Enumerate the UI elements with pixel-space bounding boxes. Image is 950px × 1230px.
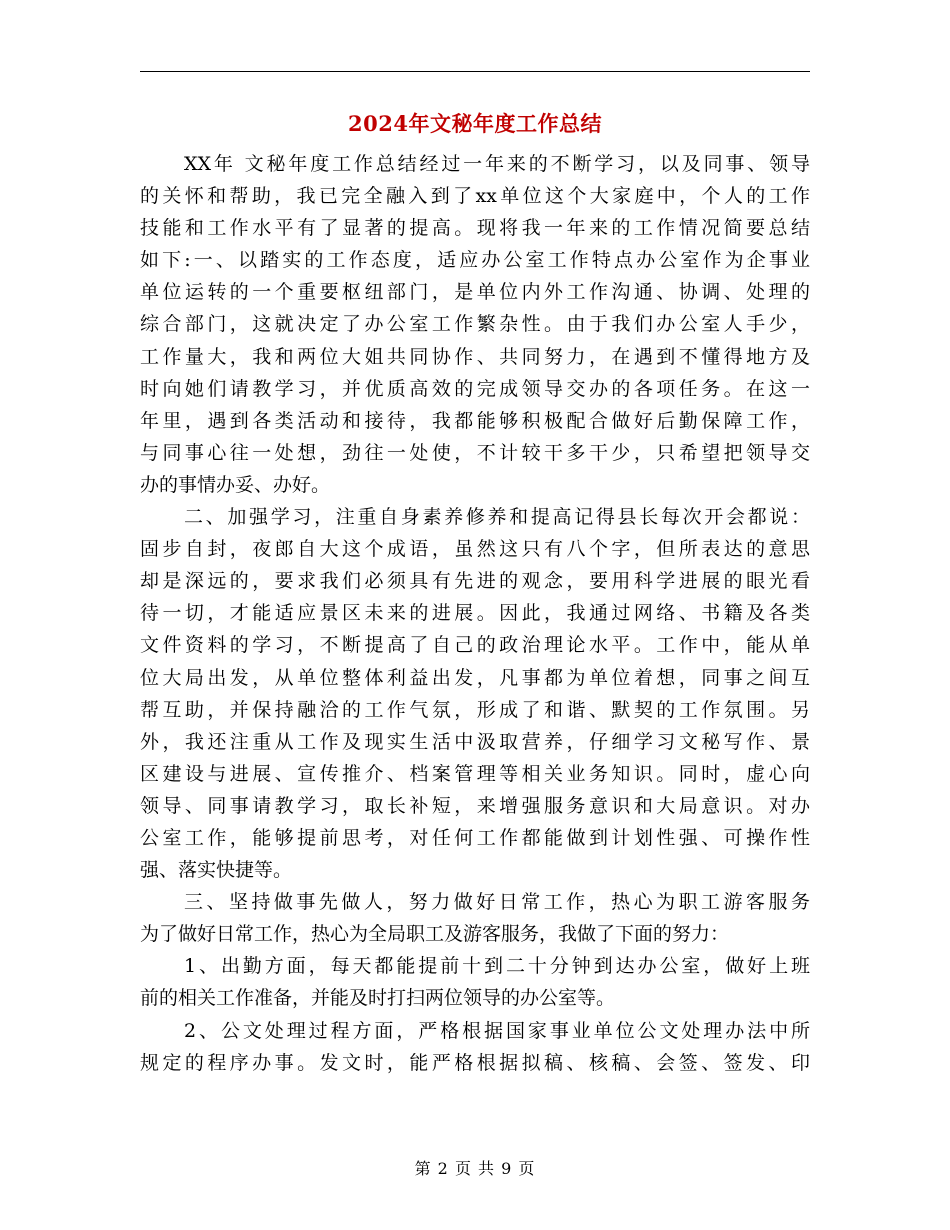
text-line: 年里，遇到各类活动和接待，我都能够积极配合做好后勤保障工作，	[140, 409, 810, 432]
text-line: 前的相关工作准备，并能及时打扫两位领导的办公室等。	[140, 987, 616, 1010]
text-line: 2、公文处理过程方面，严格根据国家事业单位公文处理办法中所	[184, 1019, 810, 1042]
text-line: 综合部门，这就决定了办公室工作繁杂性。由于我们办公室人手少，	[140, 313, 810, 336]
text-line: 如下:一、以踏实的工作态度，适应办公室工作特点办公室作为企事业	[140, 249, 810, 272]
text-line: 单位运转的一个重要枢纽部门，是单位内外工作沟通、协调、处理的	[140, 281, 810, 304]
text-line: 公室工作，能够提前思考，对任何工作都能做到计划性强、可操作性	[140, 826, 810, 849]
text-line: 规定的程序办事。发文时，能严格根据拟稿、核稿、会签、签发、印	[140, 1051, 810, 1074]
text-line: 技能和工作水平有了显著的提高。现将我一年来的工作情况简要总结	[140, 217, 810, 240]
text-line: 领导、同事请教学习，取长补短，来增强服务意识和大局意识。对办	[140, 794, 810, 817]
text-line: 位大局出发，从单位整体利益出发，凡事都为单位着想，同事之间互	[140, 666, 810, 689]
text-line: 与同事心往一处想，劲往一处使，不计较干多干少，只希望把领导交	[140, 441, 810, 464]
text-line: 时向她们请教学习，并优质高效的完成领导交办的各项任务。在这一	[140, 377, 810, 400]
text-line: 办的事情办妥、办好。	[140, 473, 331, 496]
text-line: 二、加强学习，注重自身素养修养和提高记得县长每次开会都说：	[184, 506, 810, 529]
text-line: XX年 文秘年度工作总结经过一年来的不断学习，以及同事、领导	[184, 153, 810, 175]
text-line: 外，我还注重从工作及现实生活中汲取营养，仔细学习文秘写作、景	[140, 730, 810, 753]
document-body	[140, 148, 810, 1079]
text-line: 文件资料的学习，不断提高了自己的政治理论水平。工作中，能从单	[140, 634, 810, 657]
text-line: 1、出勤方面，每天都能提前十到二十分钟到达办公室，做好上班	[184, 955, 810, 978]
text-line: 三、坚持做事先做人，努力做好日常工作，热心为职工游客服务	[184, 891, 810, 914]
header-rule	[140, 71, 810, 72]
text-line: 区建设与进展、宣传推介、档案管理等相关业务知识。同时，虚心向	[140, 762, 810, 785]
text-line: 却是深远的，要求我们必须具有先进的观念，要用科学进展的眼光看	[140, 570, 810, 593]
text-line: 的关怀和帮助，我已完全融入到了xx单位这个大家庭中，个人的工作	[140, 185, 810, 208]
page-footer: 第 2 页 共 9 页	[414, 1159, 536, 1178]
text-line: 为了做好日常工作，热心为全局职工及游客服务，我做了下面的努力：	[140, 923, 730, 946]
text-line: 工作量大，我和两位大姐共同协作、共同努力，在遇到不懂得地方及	[140, 345, 810, 368]
text-line: 固步自封，夜郎自大这个成语，虽然这只有八个字，但所表达的意思	[140, 538, 810, 561]
text-line: 待一切，才能适应景区未来的进展。因此，我通过网络、书籍及各类	[140, 602, 810, 625]
text-line: 帮互助，并保持融洽的工作气氛，形成了和谐、默契的工作氛围。另	[140, 698, 810, 721]
text-line: 强、落实快捷等。	[140, 859, 293, 882]
document-title: 2024年文秘年度工作总结	[348, 111, 602, 136]
